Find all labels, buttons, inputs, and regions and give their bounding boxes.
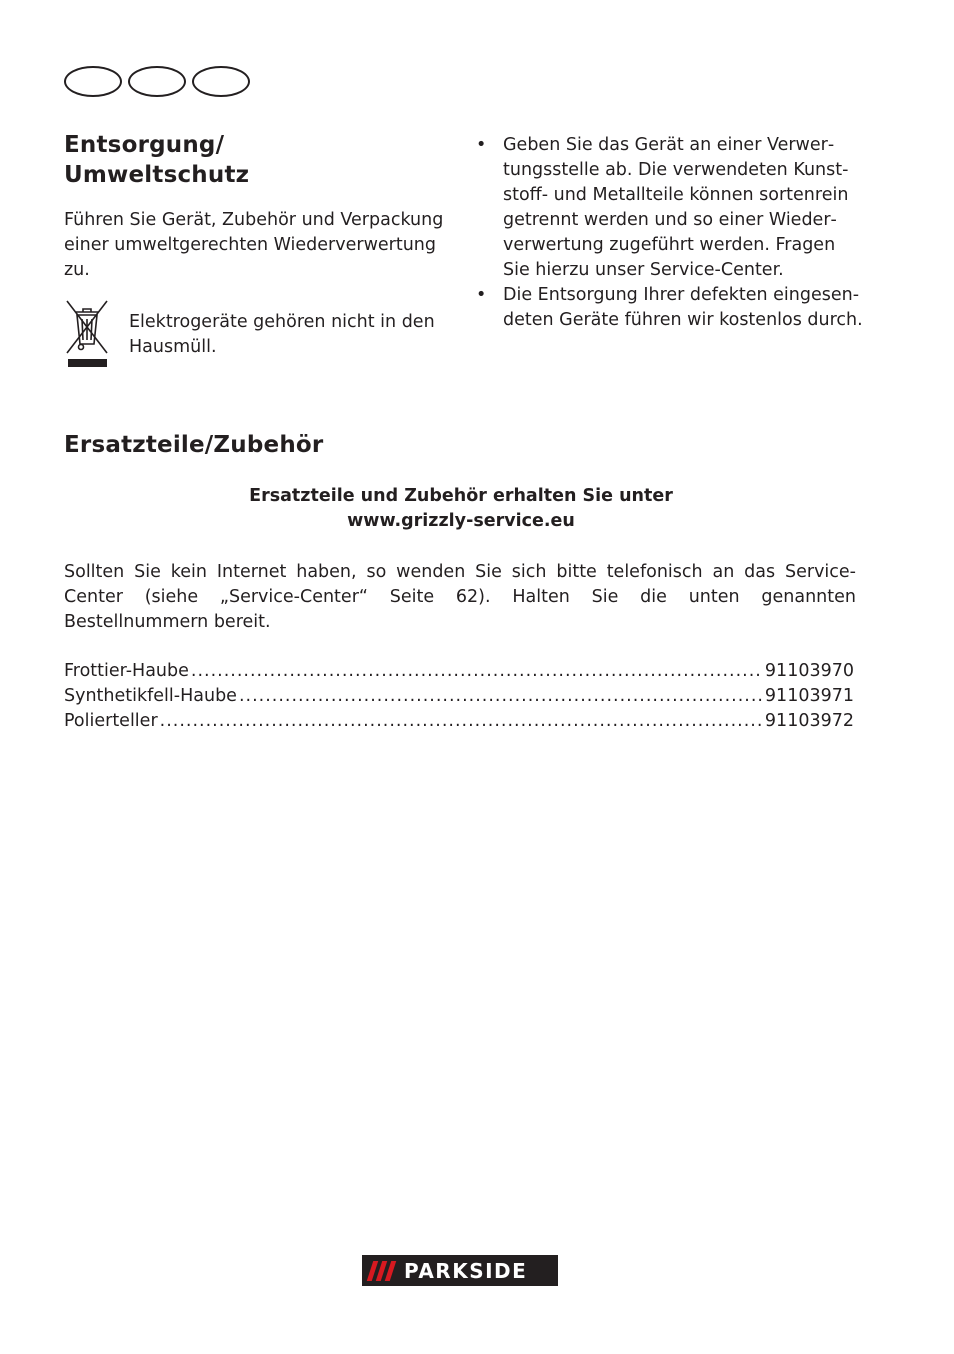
- part-name: Frottier-Haube: [64, 661, 189, 681]
- internet-note: Sollten Sie kein Internet haben, so wenden Sie sich bitte telefonisch an das Service-Center (siehe „Service-Center“ Seite 62). Halten Sie die unten genannten Bestellnummern bereit.: [64, 562, 856, 632]
- parts-heading: Ersatzteile/Zubehör: [64, 432, 324, 458]
- language-oval-1: [64, 66, 122, 97]
- parts-list-item: [64, 659, 854, 684]
- weee-notice: Elektrogeräte gehören nicht in den Hausmüll.: [129, 312, 435, 357]
- dot-leader: [191, 659, 763, 684]
- parts-list-item: [64, 709, 854, 734]
- disposal-heading: [64, 130, 249, 190]
- disposal-bullet: • Die Entsorgung Ihrer defekten eingesendeten Geräte führen wir kostenlos durch.: [476, 283, 866, 333]
- parts-list-item: [64, 684, 854, 709]
- disposal-bullet: • Geben Sie das Gerät an einer Verwertungsstelle ab. Die verwendeten Kunststoff- und Metallteile können sortenrein getrennt werden und so einer Wiederverwertung zugeführt werden. Fragen Sie hierzu unser Service-Center.: [476, 133, 866, 283]
- logo-stripes: [370, 1261, 400, 1281]
- disposal-heading-line2: Umweltschutz: [64, 162, 250, 188]
- service-website-link[interactable]: www.grizzly-service.eu: [347, 511, 575, 531]
- parts-order-list: [64, 659, 854, 734]
- dot-leader: [160, 709, 763, 734]
- parts-availability-line1: Ersatzteile und Zubehör erhalten Sie unter: [249, 486, 673, 506]
- part-number: 91103972: [764, 711, 854, 731]
- part-name: Synthetikfell-Haube: [64, 686, 237, 706]
- language-oval-2: [128, 66, 186, 97]
- dot-leader: [239, 684, 763, 709]
- language-indicator: [64, 66, 256, 97]
- disposal-bullet-list: [476, 133, 866, 333]
- part-number: 91103970: [764, 661, 854, 681]
- logo-text: PARKSIDE: [404, 1258, 528, 1283]
- part-name: Polierteller: [64, 711, 158, 731]
- parkside-logo: [362, 1255, 558, 1286]
- part-number: 91103971: [764, 686, 854, 706]
- parts-availability: [64, 484, 858, 534]
- crossed-out-wheelie-bin-icon: [64, 298, 110, 368]
- disposal-heading-line1: Entsorgung/: [64, 132, 225, 158]
- language-oval-3: [192, 66, 250, 97]
- disposal-intro: Führen Sie Gerät, Zubehör und Verpackung einer umweltgerechten Wiederverwertung zu.: [64, 210, 444, 280]
